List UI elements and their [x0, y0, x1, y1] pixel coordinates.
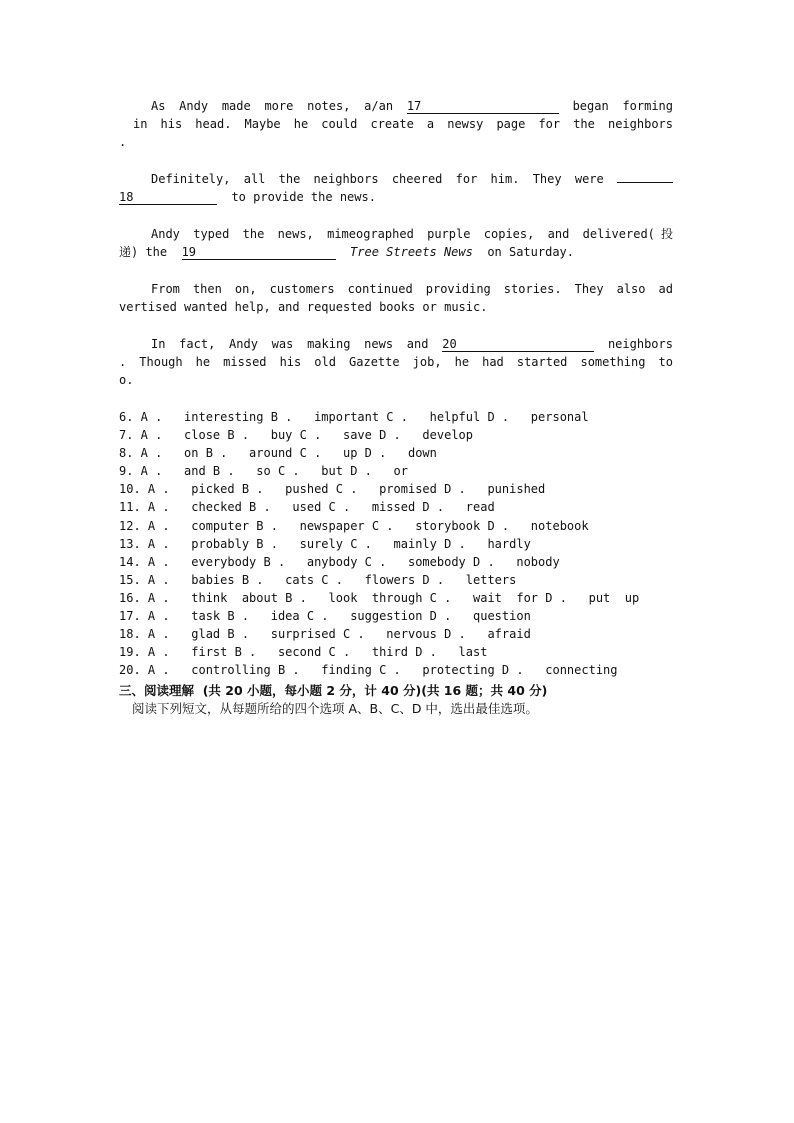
text-run: began forming [572, 99, 674, 113]
text-run: As Andy made more notes, a/an [151, 99, 394, 113]
option-row: 8. A . on B . around C . up D . down [119, 446, 437, 461]
paragraph-line: From then on, customers continued providing stories. They also ad [151, 282, 673, 296]
option-row: 16. A . think about B . look through C . wait for D . put up [119, 590, 640, 605]
text-run: 递) the [119, 245, 168, 259]
paragraph-line [119, 170, 673, 188]
paragraph-line: o. [119, 373, 134, 387]
option-row: 18. A . glad B . surprised C . nervous D . afraid [119, 627, 531, 642]
blank-17: 17 [407, 99, 559, 114]
paragraph-line [119, 335, 673, 353]
section-heading: 三、阅读理解 (共 20 小题，每小题 2 分，计 40 分)(共 16 题；共 40 分) [119, 683, 548, 698]
blank-19: 19 [182, 245, 336, 260]
option-row: 6. A . interesting B . important C . helpful D . personal [119, 410, 589, 424]
paragraph-3 [119, 225, 673, 261]
option-row: 19. A . first B . second C . third D . last [119, 645, 488, 660]
option-row: 14. A . everybody B . anybody C . somebody D . nobody [119, 554, 560, 569]
option-row: 17. A . task B . idea C . suggestion D . question [119, 609, 531, 624]
blank-18-start [617, 182, 673, 183]
text-run: Definitely, all the neighbors cheered for him. They were [151, 172, 604, 186]
paragraph-line: . Though he missed his old Gazette job, he had started something to [119, 355, 673, 369]
text-run: In fact, Andy was making news and [151, 337, 429, 351]
paragraph-line [119, 188, 673, 206]
paragraph-4 [119, 280, 673, 316]
paragraph-line: vertised wanted help, and requested books or music. [119, 300, 488, 314]
section-instruction: 阅读下列短文，从每题所给的四个选项 A、B、C、D 中，选出最佳选项。 [132, 701, 538, 716]
paragraph-line: in his head. Maybe he could create a newsy page for the neighbors [133, 117, 673, 131]
text-run: on Saturday. [487, 245, 575, 259]
paragraph-line [119, 243, 673, 261]
paragraph-line [119, 97, 673, 115]
option-row: 11. A . checked B . used C . missed D . read [119, 500, 495, 515]
paragraph-line: Andy typed the news, mimeographed purple copies, and delivered(投 [151, 227, 673, 241]
paragraph-line: . [119, 135, 127, 149]
text-run: to provide the news. [231, 190, 376, 204]
option-row: 15. A . babies B . cats C . flowers D . letters [119, 572, 517, 587]
text-run: neighbors [607, 337, 673, 351]
paragraph-1 [119, 97, 673, 151]
answer-options-list [119, 408, 679, 679]
option-row: 9. A . and B . so C . but D . or [119, 464, 408, 479]
newspaper-title: Tree Streets News [350, 245, 473, 259]
paragraph-2 [119, 170, 673, 206]
paragraph-5 [119, 335, 673, 389]
option-row: 12. A . computer B . newspaper C . storybook D . notebook [119, 518, 589, 533]
blank-20: 20 [442, 337, 594, 352]
option-row: 20. A . controlling B . finding C . protecting D . connecting [119, 663, 618, 678]
option-row: 7. A . close B . buy C . save D . develop [119, 428, 474, 443]
blank-18: 18 [119, 190, 217, 205]
option-row: 13. A . probably B . surely C . mainly D . hardly [119, 536, 531, 551]
option-row: 10. A . picked B . pushed C . promised D . punished [119, 482, 546, 497]
